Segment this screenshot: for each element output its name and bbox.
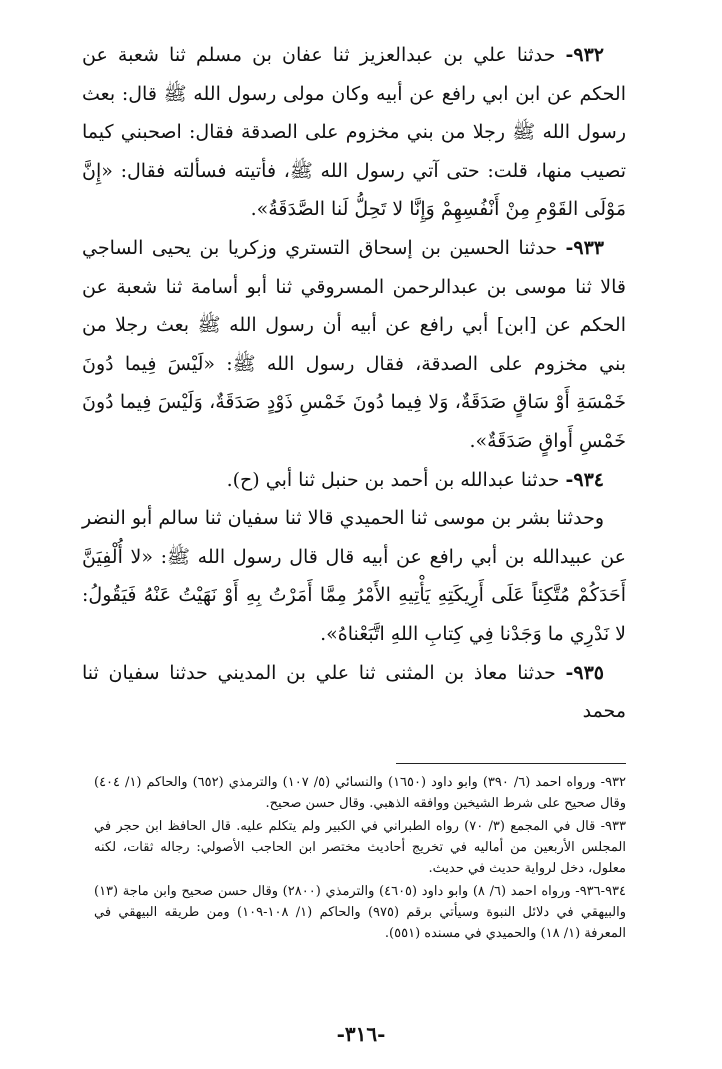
- page-number: -٣١٦-: [336, 1022, 386, 1046]
- footnote-divider: [396, 763, 626, 764]
- hadith-number: ٩٣٥-: [565, 661, 604, 684]
- hadith-number: ٩٣٤-: [565, 468, 604, 491]
- hadith-number: ٩٣٣-: [565, 236, 604, 259]
- footnotes: [94, 772, 626, 946]
- hadith-933: [82, 229, 626, 461]
- hadith-934: [82, 461, 626, 500]
- hadith-number: ٩٣٢-: [565, 44, 604, 66]
- footnote-933: ٩٣٣- قال في المجمع (٣/ ٧٠) رواه الطبراني في الكبير ولم يتكلم عليه. قال الحافظ ابن حجر في المجلس الأربعين من أماليه في تخريج أحاديث مختصر ابن الحاجب الأصولي: رجاله ثقات، لكنه معلول، دخل لرواية حديث في حديث.: [94, 819, 626, 876]
- hadith-text: حدثنا معاذ بن المثنى ثنا علي بن المديني حدثنا سفيان ثنا محمد: [82, 661, 626, 723]
- hadith-text: وحدثنا بشر بن موسى ثنا الحميدي قالا ثنا سفيان ثنا سالم أبو النضر عن عبيدالله بن أبي رافع عن أبيه قال قال رسول الله ﷺ: «لا أُلْفِيَنَّ أَحَدَكُمْ مُتَّكِئاً عَلَى أَرِيكَتِهِ يَأْتِيهِ الأَمْرُ مِمَّا أَمَرْتُ بِهِ أَوْ نَهَيْتُ عَنْهُ فَيَقُولُ: لا نَدْرِي ما وَجَدْنا فِي كِتابِ اللهِ اتَّبَعْناهُ».: [82, 507, 626, 645]
- hadith-935: [82, 654, 626, 731]
- hadith-932: [82, 36, 626, 229]
- hadith-934-continuation: [82, 499, 626, 653]
- footnote-934-936: ٩٣٤-٩٣٦- ورواه احمد (٦/ ٨) وابو داود (٤٦٠٥) والترمذي (٢٨٠٠) وقال حسن صحيح وابن ماجة (١٣) والبيهقي في دلائل النبوة وسيأتي برقم (٩٧٥) والحاكم (١/ ١٠٨-١٠٩) ومن طريقه البيهقي في المعرفة (١/ ١٨) والحميدي في مسنده (٥٥١).: [94, 884, 627, 941]
- footnote-932: ٩٣٢- ورواه احمد (٦/ ٣٩٠) وابو داود (١٦٥٠) والنسائي (٥/ ١٠٧) والترمذي (٦٥٢) والحاكم (١/ ٤٠٤) وقال صحيح على شرط الشيخين ووافقه الذهبي. وقال حسن صحيح.: [94, 775, 627, 811]
- hadith-text: حدثنا علي بن عبدالعزيز ثنا عفان بن مسلم ثنا شعبة عن الحكم عن ابن ابي رافع عن أبيه وكان مولى رسول الله ﷺ قال: بعث رسول الله ﷺ رجلا من بني مخزوم على الصدقة فقال: اصحبني كيما تصيب منها، قلت: حتى آتي رسول الله ﷺ، فأتيته فسألته فقال: «إِنَّ مَوْلَى القَوْمِ مِنْ أَنْفُسِهِمْ وَإِنَّا لا تَحِلُّ لَنا الصَّدَقَةُ».: [82, 44, 626, 221]
- hadith-text: حدثنا عبدالله بن أحمد بن حنبل ثنا أبي (ح).: [226, 468, 560, 491]
- main-text-body: [82, 36, 626, 731]
- hadith-text: حدثنا الحسين بن إسحاق التستري وزكريا بن يحيى الساجي قالا ثنا موسى بن عبدالرحمن المسروقي ثنا أبو أسامة ثنا شعبة عن الحكم عن [ابن] أبي رافع عن أبيه أن رسول الله ﷺ بعث رجلا من بني مخزوم على الصدقة، فقال رسول الله ﷺ: «لَيْسَ فِيما دُونَ خَمْسَةِ أَوْ سَاقٍ صَدَقَةٌ، وَلا فِيما دُونَ خَمْسِ ذَوْدٍ صَدَقَةٌ، وَلَيْسَ فِيما دُونَ خَمْسِ أَواقٍ صَدَقَةٌ».: [82, 236, 626, 452]
